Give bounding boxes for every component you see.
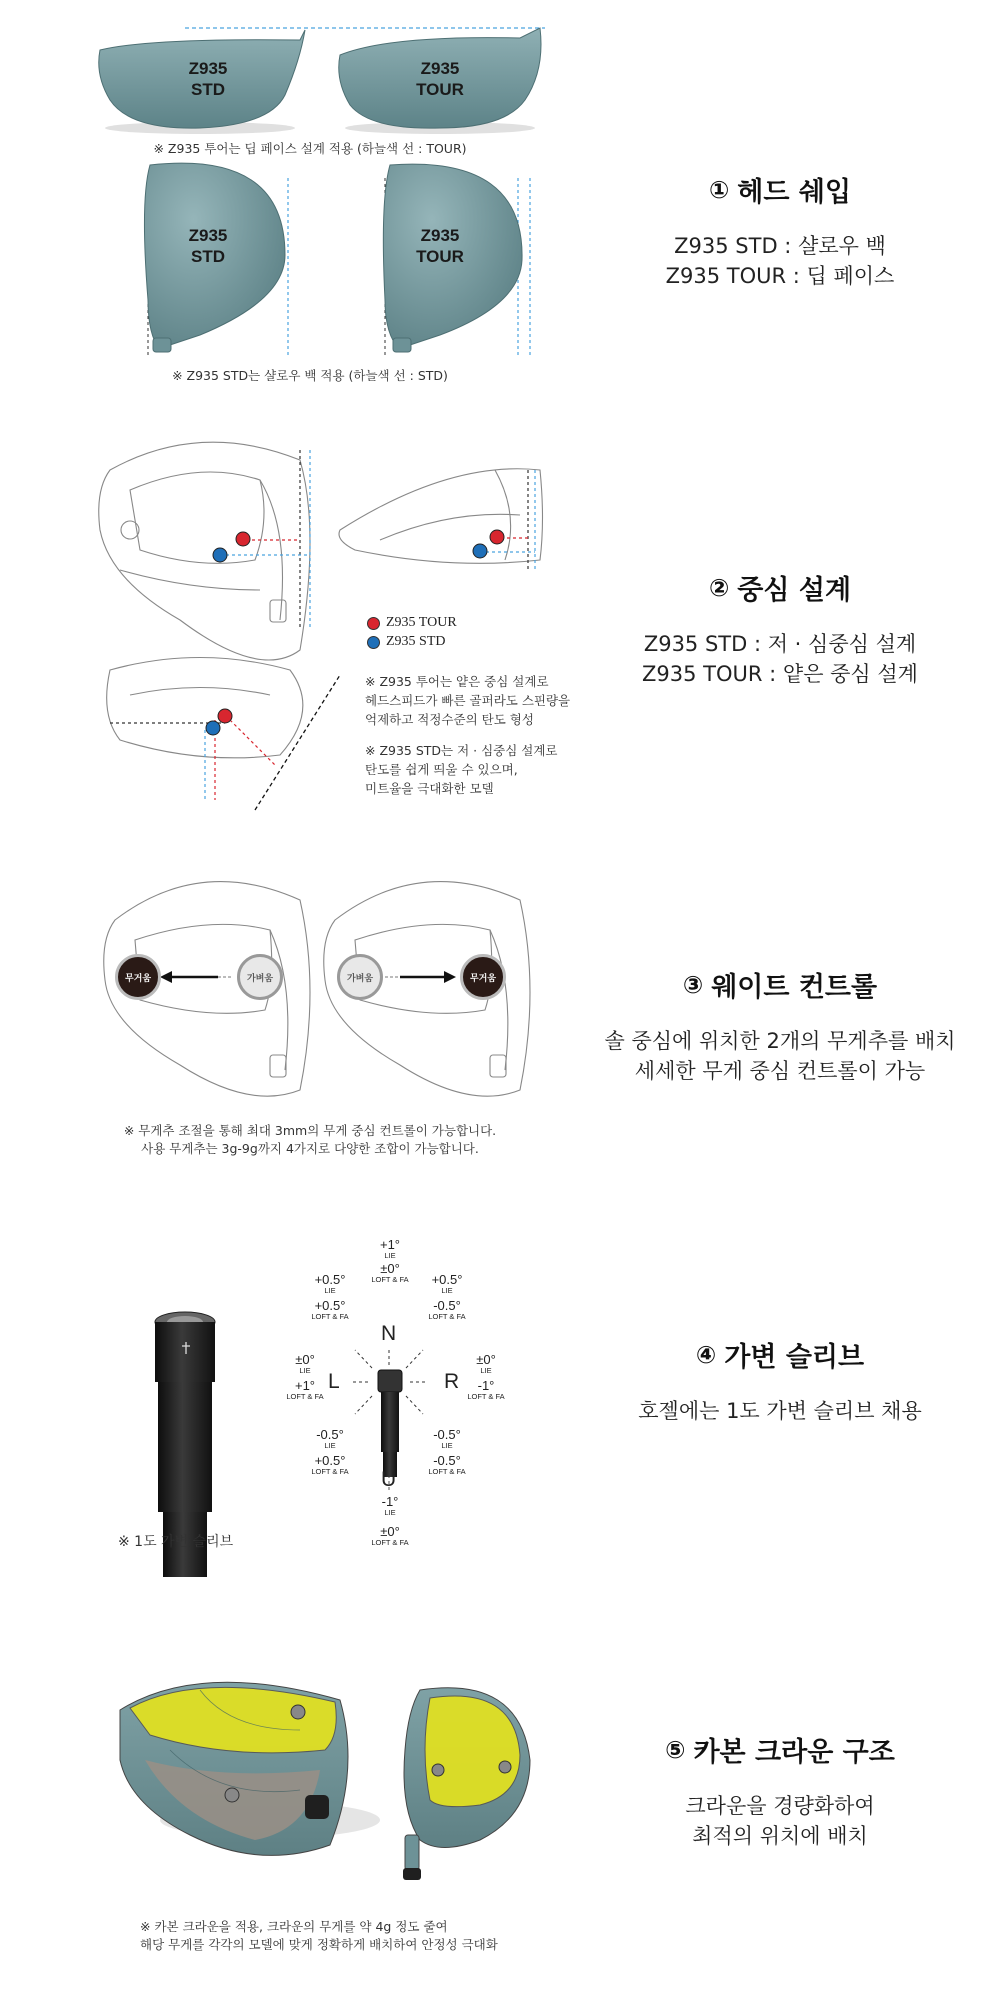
sleeve-caption: ※ 1도 가변 슬리브 — [118, 1534, 234, 1550]
weight-heavy-left: 무거움 — [115, 954, 161, 1000]
section1-heading — [560, 170, 1000, 209]
section2-number: ② — [708, 573, 730, 602]
carbon-crown-figure — [0, 1630, 560, 1950]
section-carbon-crown — [0, 1580, 1000, 2000]
section1-text — [560, 170, 1000, 292]
section3-title: 웨이트 컨트롤 — [711, 972, 878, 1003]
section5-number: ⑤ — [665, 1735, 686, 1764]
section5-desc: 크라운을 경량화하여 최적의 위치에 배치 — [685, 1794, 875, 1849]
section4-heading — [560, 1335, 1000, 1374]
section2-heading — [560, 568, 1000, 607]
setting-bottom: -1° LIE ±0° LOFT & FA — [371, 1494, 409, 1547]
legend-std: Z935 STD — [367, 634, 457, 650]
legend-tour: Z935 TOUR — [367, 615, 457, 631]
weight-light-right: 가벼움 — [337, 954, 383, 1000]
cg-tour-dot-front — [218, 709, 232, 723]
position-r: R — [444, 1370, 460, 1393]
section1-desc: Z935 STD : 샬로우 백 Z935 TOUR : 딥 페이스 — [665, 234, 895, 289]
position-u: U — [381, 1468, 397, 1491]
section5-text — [560, 1730, 1000, 1852]
section5-title: 카본 크라운 구조 — [693, 1737, 895, 1768]
section-cg-design — [0, 400, 1000, 840]
weight-caption: ※ 무게추 조절을 통해 최대 3mm의 무게 중심 컨트롤이 가능합니다. 사용 무게추는 3g-9g까지 4가지로 다양한 조합이 가능합니다. — [123, 1123, 497, 1157]
section2-desc: Z935 STD : 저 · 심중심 설계 Z935 TOUR : 얕은 중심 설계 — [642, 632, 918, 687]
cg-std-dot-front — [206, 721, 220, 735]
label-top-std: Z935 STD — [188, 226, 228, 267]
position-l: L — [328, 1370, 340, 1393]
section1-number: ① — [708, 175, 730, 204]
section4-number: ④ — [695, 1340, 717, 1369]
cg-std-dot-side — [473, 544, 487, 558]
position-n: N — [381, 1322, 397, 1345]
section-head-shape — [0, 0, 1000, 400]
legend-std-dot — [367, 636, 380, 649]
section1-title: 헤드 쉐입 — [737, 177, 852, 208]
section-adjustable-sleeve — [0, 1200, 1000, 1580]
setting-left: ±0° LIE +1° LOFT & FA — [286, 1352, 324, 1401]
cg-note-tour: ※ Z935 투어는 얕은 중심 설계로 헤드스피드가 빠른 골퍼라도 스핀량을 억제하고 적정수준의 탄도 형성 — [365, 674, 571, 727]
section-weight-control — [0, 840, 1000, 1200]
section3-number: ③ — [682, 970, 704, 999]
label-top-tour: Z935 TOUR — [416, 226, 464, 267]
caption-deep-face: ※ Z935 투어는 딥 페이스 설계 적용 (하늘색 선 : TOUR) — [153, 141, 467, 156]
setting-right: ±0° LIE -1° LOFT & FA — [467, 1352, 505, 1401]
label-side-tour: Z935 TOUR — [416, 59, 464, 100]
setting-top: +1° LIE ±0° LOFT & FA — [371, 1237, 409, 1284]
section4-desc: 호젤에는 1도 가변 슬리브 채용 — [638, 1399, 922, 1423]
cg-tour-dot-side — [490, 530, 504, 544]
section4-text — [560, 1335, 1000, 1426]
caption-shallow-back: ※ Z935 STD는 샬로우 백 적용 (하늘색 선 : STD) — [172, 368, 448, 383]
section3-heading — [560, 965, 1000, 1004]
cg-legend — [367, 615, 457, 653]
cg-note-std: ※ Z935 STD는 저 · 심중심 설계로 탄도를 쉽게 띄울 수 있으며, 미트율을 극대화한 모델 — [365, 743, 558, 796]
cg-tour-dot-sole — [236, 532, 250, 546]
section5-heading — [560, 1730, 1000, 1769]
section2-text — [560, 568, 1000, 690]
label-side-std: Z935 STD — [188, 59, 228, 100]
cg-std-dot-sole — [213, 548, 227, 562]
setting-top-left: +0.5° LIE +0.5° LOFT & FA — [311, 1272, 349, 1321]
section3-desc: 솔 중심에 위치한 2개의 무게추를 배치 세세한 무게 중심 컨트롤이 가능 — [604, 1029, 956, 1084]
weight-light-left: 가벼움 — [237, 954, 283, 1000]
setting-top-right: +0.5° LIE -0.5° LOFT & FA — [428, 1272, 466, 1321]
weight-heavy-right: 무거움 — [460, 954, 506, 1000]
legend-tour-dot — [367, 617, 380, 630]
carbon-caption: ※ 카본 크라운을 적용, 크라운의 무게를 약 4g 정도 줄여 해당 무게를 각각의 모델에 맞게 정확하게 배치하여 안정성 극대화 — [140, 1919, 498, 1953]
section4-title: 가변 슬리브 — [724, 1342, 865, 1373]
section3-text — [560, 965, 1000, 1087]
section2-title: 중심 설계 — [737, 575, 852, 606]
setting-bottom-left: -0.5° LIE +0.5° LOFT & FA — [311, 1427, 349, 1476]
setting-bottom-right: -0.5° LIE -0.5° LOFT & FA — [428, 1427, 466, 1476]
